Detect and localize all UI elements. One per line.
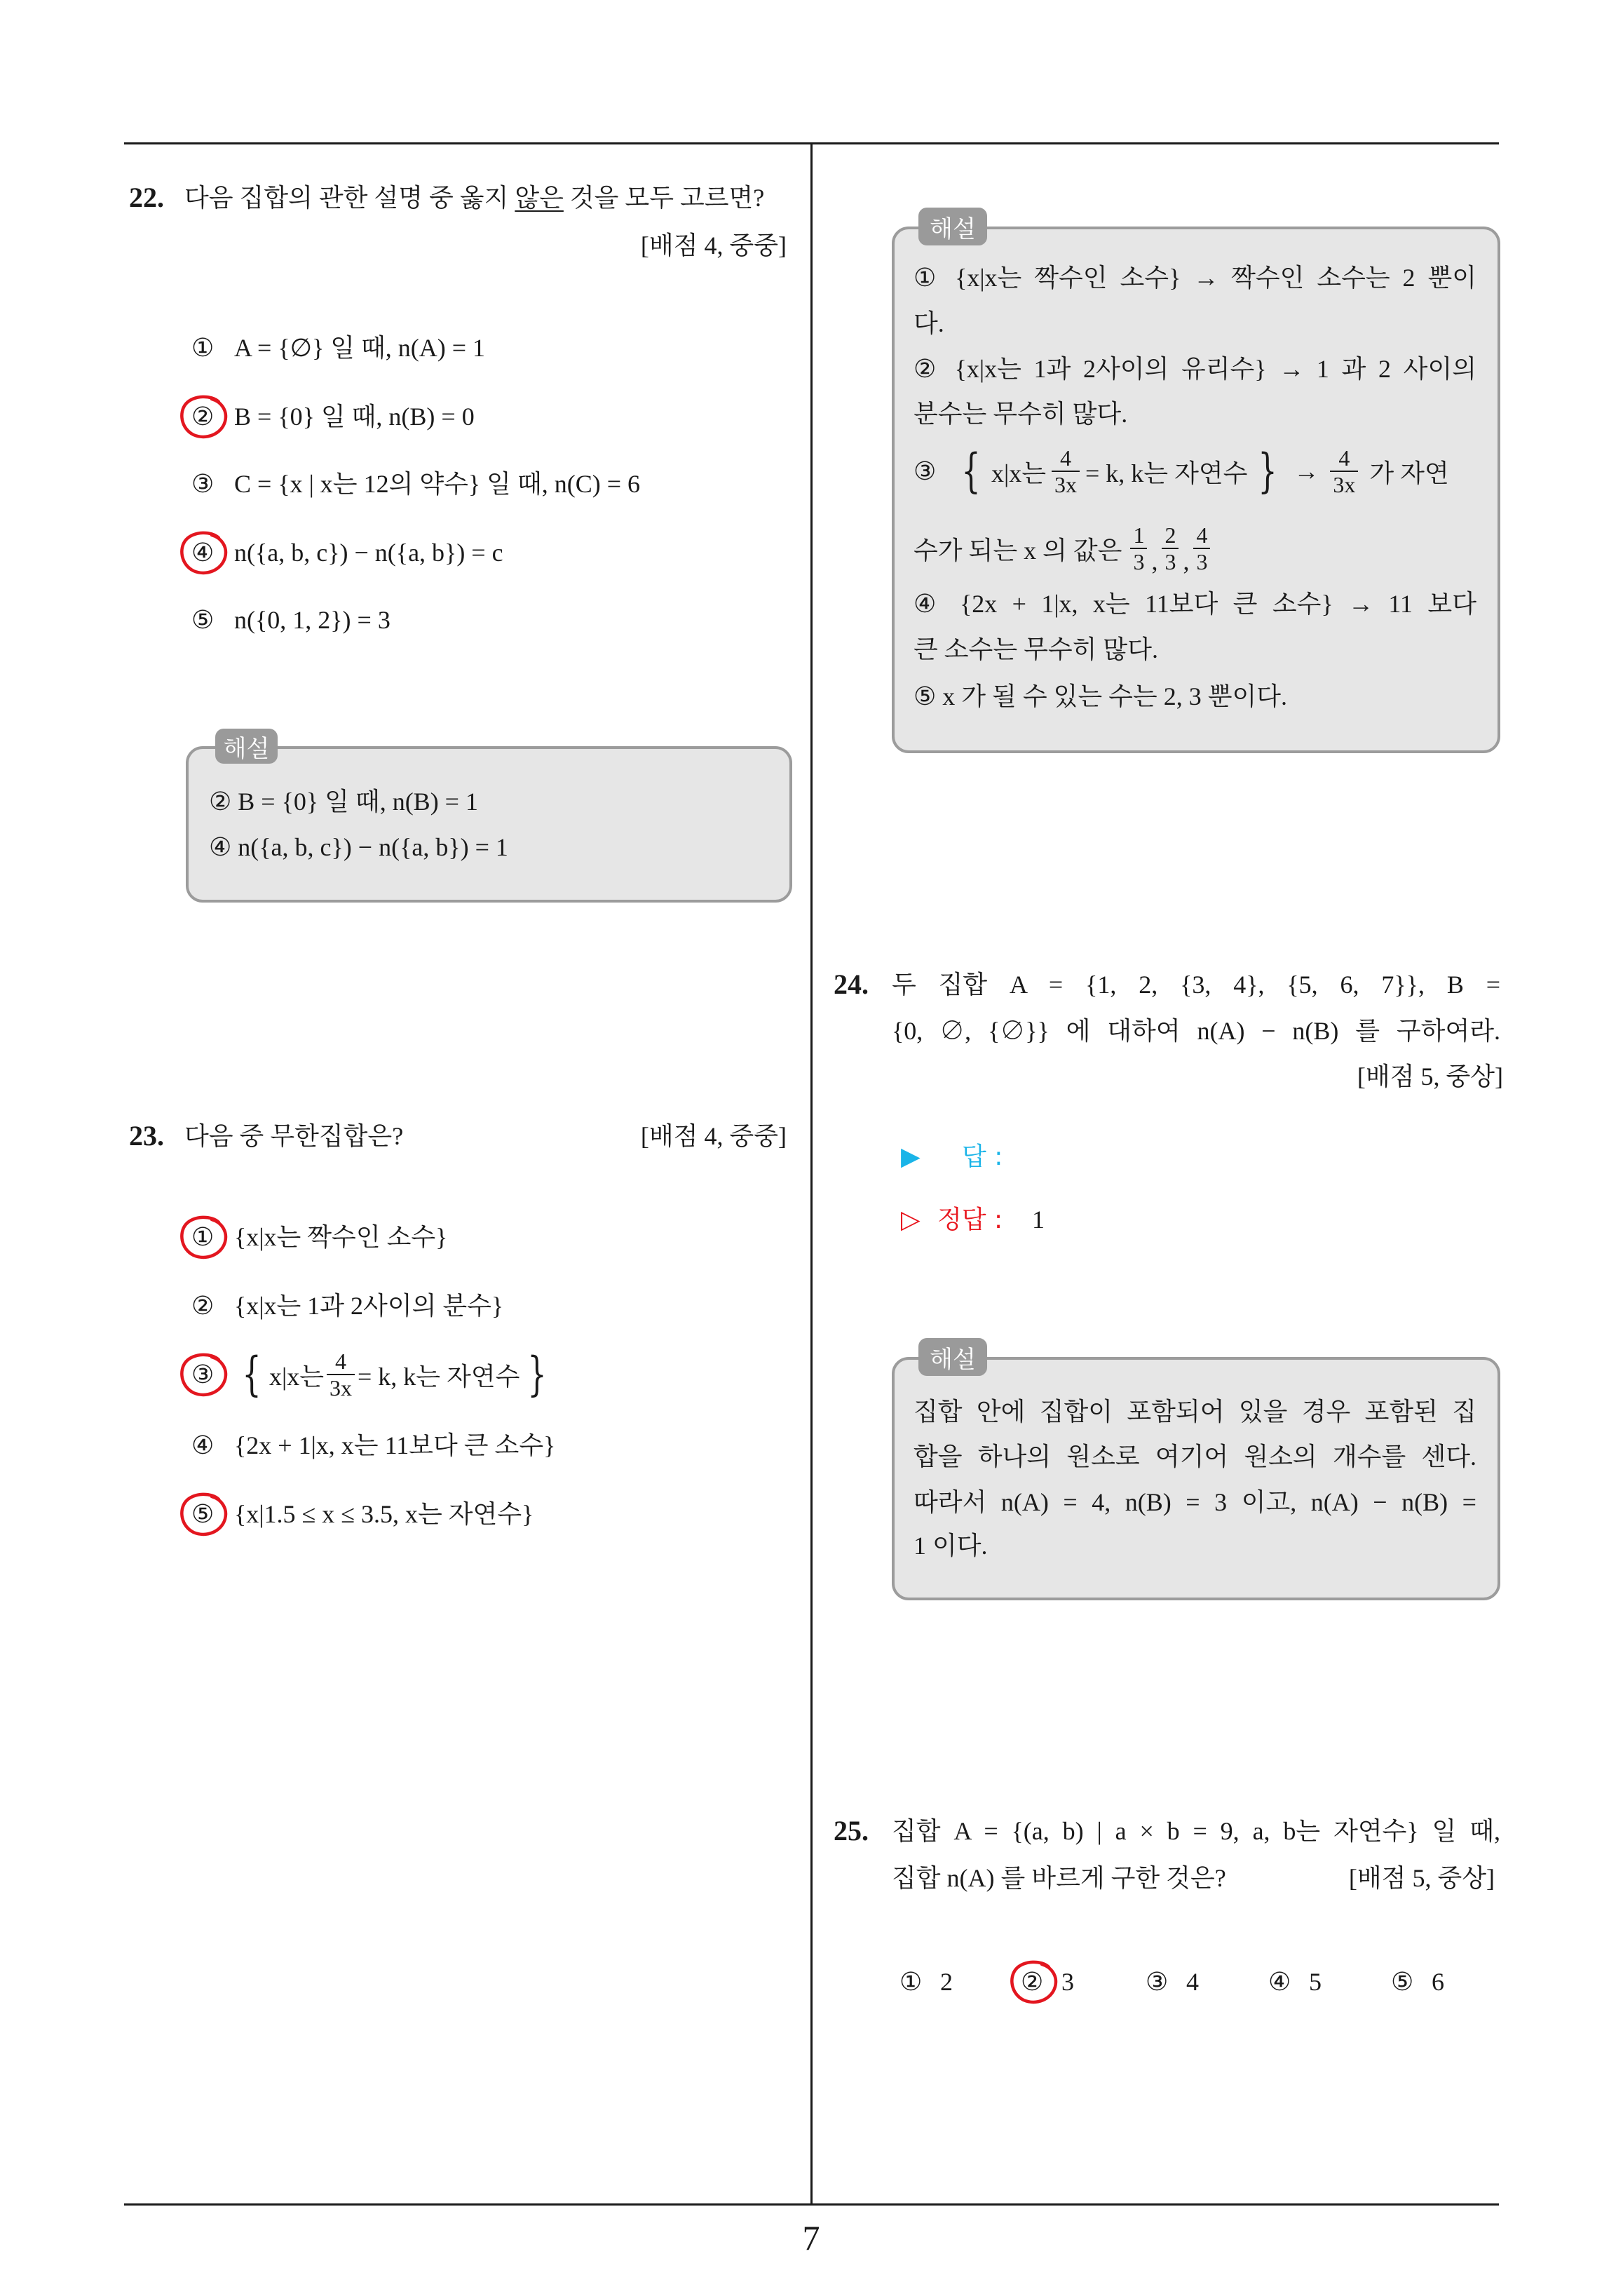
choice-row bbox=[191, 1220, 447, 1255]
choice-number: ② bbox=[1021, 1968, 1044, 1996]
answer-mark-circle bbox=[1007, 1957, 1060, 2006]
solution-box bbox=[892, 227, 1500, 753]
fraction bbox=[1193, 522, 1210, 574]
question-25-number: 25. bbox=[834, 1815, 869, 1846]
fraction-numerator: 4 bbox=[1059, 445, 1071, 471]
correct-marker-icon: ▷ bbox=[901, 1206, 921, 1234]
solution-line: ④ n({a, b, c}) − n({a, b}) = 1 bbox=[209, 833, 508, 861]
answer-mark-circle bbox=[177, 1213, 230, 1262]
choice-item bbox=[1391, 1964, 1444, 1999]
fraction-denominator: 3 bbox=[1130, 548, 1147, 574]
bottom-rule bbox=[124, 2203, 1499, 2206]
correct-answer-label: 정답 : bbox=[937, 1206, 1003, 1234]
set-brace-close: } bbox=[527, 1347, 548, 1401]
answer-mark-circle bbox=[177, 528, 230, 577]
fraction-denominator: 3x bbox=[327, 1374, 355, 1400]
choice-value: 6 bbox=[1432, 1968, 1444, 1996]
choice-text: {2x + 1|x, x는 11보다 큰 소수} bbox=[234, 1431, 556, 1459]
stem-underlined-word: 않은 bbox=[515, 184, 564, 212]
fraction bbox=[1162, 522, 1179, 574]
set-brace-open: { bbox=[961, 444, 981, 498]
choice-row bbox=[191, 1497, 534, 1532]
solution-line: ⑤ x 가 될 수 있는 수는 2, 3 뿐이다. bbox=[914, 682, 1288, 710]
fraction-numerator: 2 bbox=[1164, 522, 1176, 548]
set-condition: = k, k는 자연수 bbox=[357, 1362, 520, 1391]
choice-text: {x|x는 짝수인 소수} bbox=[234, 1223, 448, 1251]
choice-number: ⑤ bbox=[191, 606, 215, 634]
solution-line: 따라서 n(A) = 4, n(B) = 3 이고, n(A) − n(B) = bbox=[914, 1488, 1476, 1516]
choice-value: 3 bbox=[1061, 1968, 1074, 1996]
choice-number: ④ bbox=[191, 1431, 215, 1459]
question-23-number: 23. bbox=[129, 1120, 164, 1152]
choice-item bbox=[1146, 1964, 1199, 1999]
choice-item bbox=[899, 1964, 953, 1999]
solution-tag: 해설 bbox=[918, 208, 987, 245]
solution-line: 합을 하나의 원소로 여기어 원소의 개수를 센다. bbox=[914, 1443, 1476, 1471]
choice-number: ③ bbox=[914, 457, 937, 485]
choice-number: ④ bbox=[1268, 1968, 1291, 1996]
choice-text: n({0, 1, 2}) = 3 bbox=[234, 606, 391, 634]
solution-tag: 해설 bbox=[215, 729, 278, 764]
stem-text: 다음 집합의 관한 설명 중 옳지 bbox=[184, 184, 509, 212]
question-25-points: [배점 5, 중상] bbox=[1348, 1864, 1495, 1892]
choice-number: ③ bbox=[191, 1360, 215, 1389]
choice-number: ① bbox=[899, 1968, 923, 1996]
fraction-denominator: 3x bbox=[1330, 471, 1358, 497]
fraction bbox=[1052, 445, 1080, 497]
choice-text: C = {x | x는 12의 약수} 일 때, n(C) = 6 bbox=[234, 470, 641, 498]
question-22-stem bbox=[184, 180, 764, 215]
answer-mark-circle bbox=[177, 1350, 230, 1399]
correct-answer-row bbox=[901, 1202, 1045, 1237]
stem-text: 것을 모두 고르면? bbox=[569, 184, 765, 212]
page-number: 7 bbox=[802, 2218, 820, 2257]
solution-tag: 해설 bbox=[918, 1338, 987, 1376]
solution-line: ② B = {0} 일 때, n(B) = 1 bbox=[209, 788, 478, 816]
choice-number: ⑤ bbox=[1391, 1968, 1414, 1996]
choice-number: ② bbox=[191, 1292, 215, 1320]
choice-row bbox=[191, 330, 485, 365]
choice-row bbox=[191, 535, 503, 570]
choice-number: ① bbox=[191, 1223, 215, 1251]
column-divider bbox=[810, 143, 813, 2204]
solution-line: 집합 안에 집합이 포함되어 있을 경우 포함된 집 bbox=[914, 1398, 1476, 1426]
fraction bbox=[1130, 522, 1147, 574]
arrow-symbol: → bbox=[1293, 457, 1319, 485]
choice-text: {x|x는 1과 2사이의 분수} bbox=[234, 1292, 504, 1320]
choice-item bbox=[1268, 1964, 1322, 1999]
choice-text: A = {∅} 일 때, n(A) = 1 bbox=[234, 334, 486, 362]
comma: , bbox=[1183, 547, 1190, 575]
set-brace-open: { bbox=[242, 1347, 262, 1401]
question-22-number: 22. bbox=[129, 182, 164, 213]
comma: , bbox=[1151, 547, 1158, 575]
answer-mark-circle bbox=[177, 392, 230, 441]
fraction-numerator: 4 bbox=[334, 1349, 346, 1374]
choice-value: 2 bbox=[940, 1968, 953, 1996]
fraction-denominator: 3x bbox=[1052, 471, 1080, 497]
question-25-stem-line: 집합 n(A) 를 바르게 구한 것은? bbox=[892, 1864, 1226, 1892]
answer-mark-circle bbox=[177, 1490, 230, 1539]
choice-row bbox=[191, 602, 391, 637]
solution-text: 수가 되는 x 의 값은 bbox=[914, 536, 1122, 565]
choice-number: ③ bbox=[191, 470, 215, 498]
choice-number: ① bbox=[191, 334, 215, 362]
set-condition: x|x는 bbox=[269, 1362, 324, 1391]
choice-number: ③ bbox=[1146, 1968, 1169, 1996]
choice-row bbox=[191, 1288, 503, 1323]
question-24-number: 24. bbox=[834, 968, 869, 1000]
solution-line bbox=[914, 522, 1210, 575]
solution-line bbox=[914, 444, 1449, 498]
choice-row bbox=[191, 1347, 552, 1401]
choice-row bbox=[191, 466, 640, 501]
answer-marker-icon: ▶ bbox=[901, 1142, 921, 1171]
question-22-points: [배점 4, 중중] bbox=[640, 231, 787, 259]
choice-number: ② bbox=[191, 403, 215, 431]
solution-line: 큰 소수는 무수히 많다. bbox=[914, 635, 1158, 663]
choice-item bbox=[1021, 1964, 1074, 1999]
set-brace-close: } bbox=[1258, 444, 1278, 498]
fraction bbox=[327, 1349, 355, 1400]
solution-text: 가 자연 bbox=[1369, 459, 1449, 487]
choice-value: 4 bbox=[1186, 1968, 1199, 1996]
fraction-denominator: 3 bbox=[1193, 548, 1210, 574]
question-24-points: [배점 5, 중상] bbox=[1357, 1062, 1503, 1090]
answer-label: 답 : bbox=[962, 1142, 1003, 1171]
question-24-stem-line: 두 집합 A = {1, 2, {3, 4}, {5, 6, 7}}, B = bbox=[892, 971, 1500, 999]
question-23-points: [배점 4, 중중] bbox=[640, 1122, 787, 1150]
solution-box bbox=[186, 746, 792, 903]
set-condition: x|x는 bbox=[991, 459, 1046, 487]
fraction-numerator: 4 bbox=[1338, 445, 1350, 471]
choice-row bbox=[191, 1428, 555, 1463]
set-condition: = k, k는 자연수 bbox=[1085, 459, 1248, 487]
question-25-stem-line: 집합 A = {(a, b) | a × b = 9, a, b는 자연수} 일 때, bbox=[892, 1817, 1500, 1845]
question-24-stem-line: {0, ∅, {∅}} 에 대하여 n(A) − n(B) 를 구하여라. bbox=[892, 1017, 1500, 1045]
solution-line: ① {x|x는 짝수인 소수} → 짝수인 소수는 2 뿐이 bbox=[914, 264, 1476, 292]
choice-text: B = {0} 일 때, n(B) = 0 bbox=[234, 403, 475, 431]
solution-line: ② {x|x는 1과 2사이의 유리수} → 1 과 2 사이의 bbox=[914, 355, 1476, 383]
choice-text: {x|1.5 ≤ x ≤ 3.5, x는 자연수} bbox=[234, 1500, 534, 1528]
choice-number: ⑤ bbox=[191, 1500, 215, 1528]
question-23-stem: 다음 중 무한집합은? bbox=[184, 1122, 404, 1150]
solution-line: 1 이다. bbox=[914, 1532, 988, 1560]
choice-number: ④ bbox=[191, 539, 215, 567]
choice-row bbox=[191, 399, 475, 434]
fraction bbox=[1330, 445, 1358, 497]
fraction-numerator: 1 bbox=[1133, 522, 1145, 548]
fraction-numerator: 4 bbox=[1196, 522, 1208, 548]
solution-line: ④ {2x + 1|x, x는 11보다 큰 소수} → 11 보다 bbox=[914, 590, 1476, 618]
fraction-denominator: 3 bbox=[1162, 548, 1179, 574]
solution-line: 분수는 무수히 많다. bbox=[914, 400, 1128, 428]
correct-answer-value: 1 bbox=[1032, 1206, 1045, 1234]
choice-text: n({a, b, c}) − n({a, b}) = c bbox=[234, 539, 503, 567]
answer-row bbox=[901, 1140, 1003, 1175]
choice-value: 5 bbox=[1309, 1968, 1322, 1996]
solution-line: 다. bbox=[914, 309, 944, 337]
